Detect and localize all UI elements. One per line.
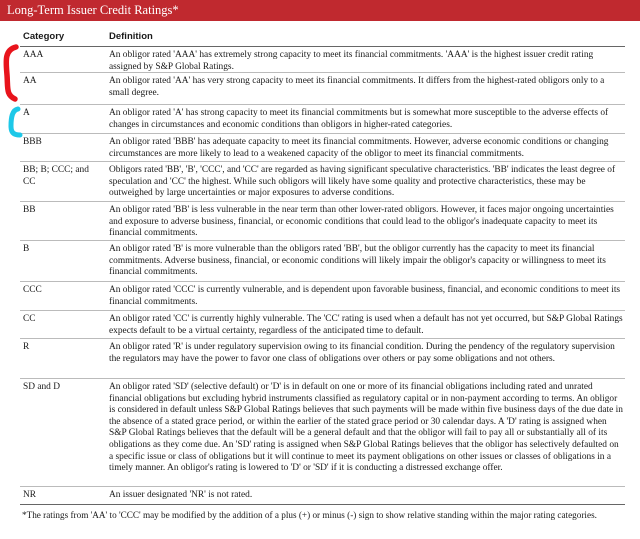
rating-category: CCC <box>23 285 42 295</box>
category-column-header: Category <box>23 31 65 42</box>
rating-category: BBB <box>23 137 42 147</box>
rating-category: A <box>23 108 30 118</box>
footnote: *The ratings from 'AA' to 'CCC' may be modified by the addition of a plus (+) or minus (-) sign to show relative standing within the major rating categories. <box>22 510 597 520</box>
rating-category: BB <box>23 205 36 215</box>
rating-definition: An obligor rated 'R' is under regulatory supervision owing to its financial condition. During the pendency of the regulatory supervision the regulators may have the power to favor one class of obligations over others or pay some obligations and not others. <box>109 342 615 364</box>
rating-definition: An obligor rated 'CC' is currently highly vulnerable. The 'CC' rating is used when a default has not yet occurred, but S&P Global Ratings expects default to be a virtual certainty, regardless of the anticipated time to default. <box>109 314 623 336</box>
rating-category: B <box>23 244 30 254</box>
rating-category: NR <box>23 490 37 500</box>
rating-category: AAA <box>23 50 44 60</box>
rating-definition: An obligor rated 'AAA' has extremely strong capacity to meet its financial commitments. 'AAA' is the highest issuer credit rating assigned by S&P Global Ratings. <box>109 50 594 72</box>
rating-category: AA <box>23 76 37 86</box>
rating-definition: An obligor rated 'BB' is less vulnerable in the near term than other lower-rated obligors. However, it faces major ongoing uncertainties and exposure to adverse business, financial, or economic conditions that could lead to the obligor's inadequate capacity to meet its financial commitments. <box>109 205 614 239</box>
rating-definition: An obligor rated 'BBB' has adequate capacity to meet its financial commitments. However, adverse economic conditions or changing circumstances are more likely to lead to a weakened capacity of the obligor to meet its financial commitments. <box>109 137 609 159</box>
rating-category: CC <box>23 314 36 324</box>
rating-definition: An obligor rated 'AA' has very strong capacity to meet its financial commitments. It differs from the highest-rated obligors only to a small degree. <box>109 76 605 98</box>
rating-definition: An obligor rated 'SD' (selective default) or 'D' is in default on one or more of its financial obligations including rated and unrated financial obligations but excluding hybrid instruments classified as regulatory capital or in non-payment according to terms. An obligor is considered in default unless S&P Global Ratings believes that such payments will be made within five business days of the due date in the absence of a stated grace period, or within the earlier of the stated grace period or 30 calendar days. A 'D' rating is assigned when S&P Global Ratings believes that the default will be a general default and that the obligor will fail to pay all or substantially all of its obligations as they come due. An 'SD' rating is assigned when S&P Global Ratings believes that the obligor has selectively defaulted on a specific issue or class of obligations but it will continue to meet its payment obligations on other issues or classes of obligations in a timely manner. An obligor's rating is lowered to 'D' or 'SD' if it is conducting a distressed exchange offer. <box>109 382 623 474</box>
rating-definition: Obligors rated 'BB', 'B', 'CCC', and 'CC' are regarded as having significant speculative characteristics. 'BB' indicates the least degree of speculation and 'CC' the highest. While such obligors will likely have some quality and protective characteristics, these may be outweighed by large uncertainties or major exposures to adverse conditions. <box>109 165 616 199</box>
rating-definition: An obligor rated 'B' is more vulnerable than the obligors rated 'BB', but the obligor currently has the capacity to meet its financial commitments. Adverse business, financial, or economic conditions will likely impair the obligor's capacity or willingness to meet its financial commitments. <box>109 244 606 278</box>
cyan-bracket-mark <box>11 109 20 135</box>
rating-category: BB; B; CCC; and CC <box>23 165 89 187</box>
rating-category: SD and D <box>23 382 60 392</box>
page-title: Long-Term Issuer Credit Ratings* <box>0 0 640 21</box>
rating-category: R <box>23 342 30 352</box>
rating-definition: An issuer designated 'NR' is not rated. <box>109 490 253 500</box>
rating-definition: An obligor rated 'A' has strong capacity to meet its financial commitments but is somewhat more susceptible to the adverse effects of changes in circumstances and economic conditions than obligors in higher-rated categories. <box>109 108 609 130</box>
rating-definition: An obligor rated 'CCC' is currently vulnerable, and is dependent upon favorable business, financial, and economic conditions to meet its financial commitments. <box>109 285 621 307</box>
red-bracket-mark <box>6 47 16 99</box>
definition-column-header: Definition <box>109 31 153 42</box>
